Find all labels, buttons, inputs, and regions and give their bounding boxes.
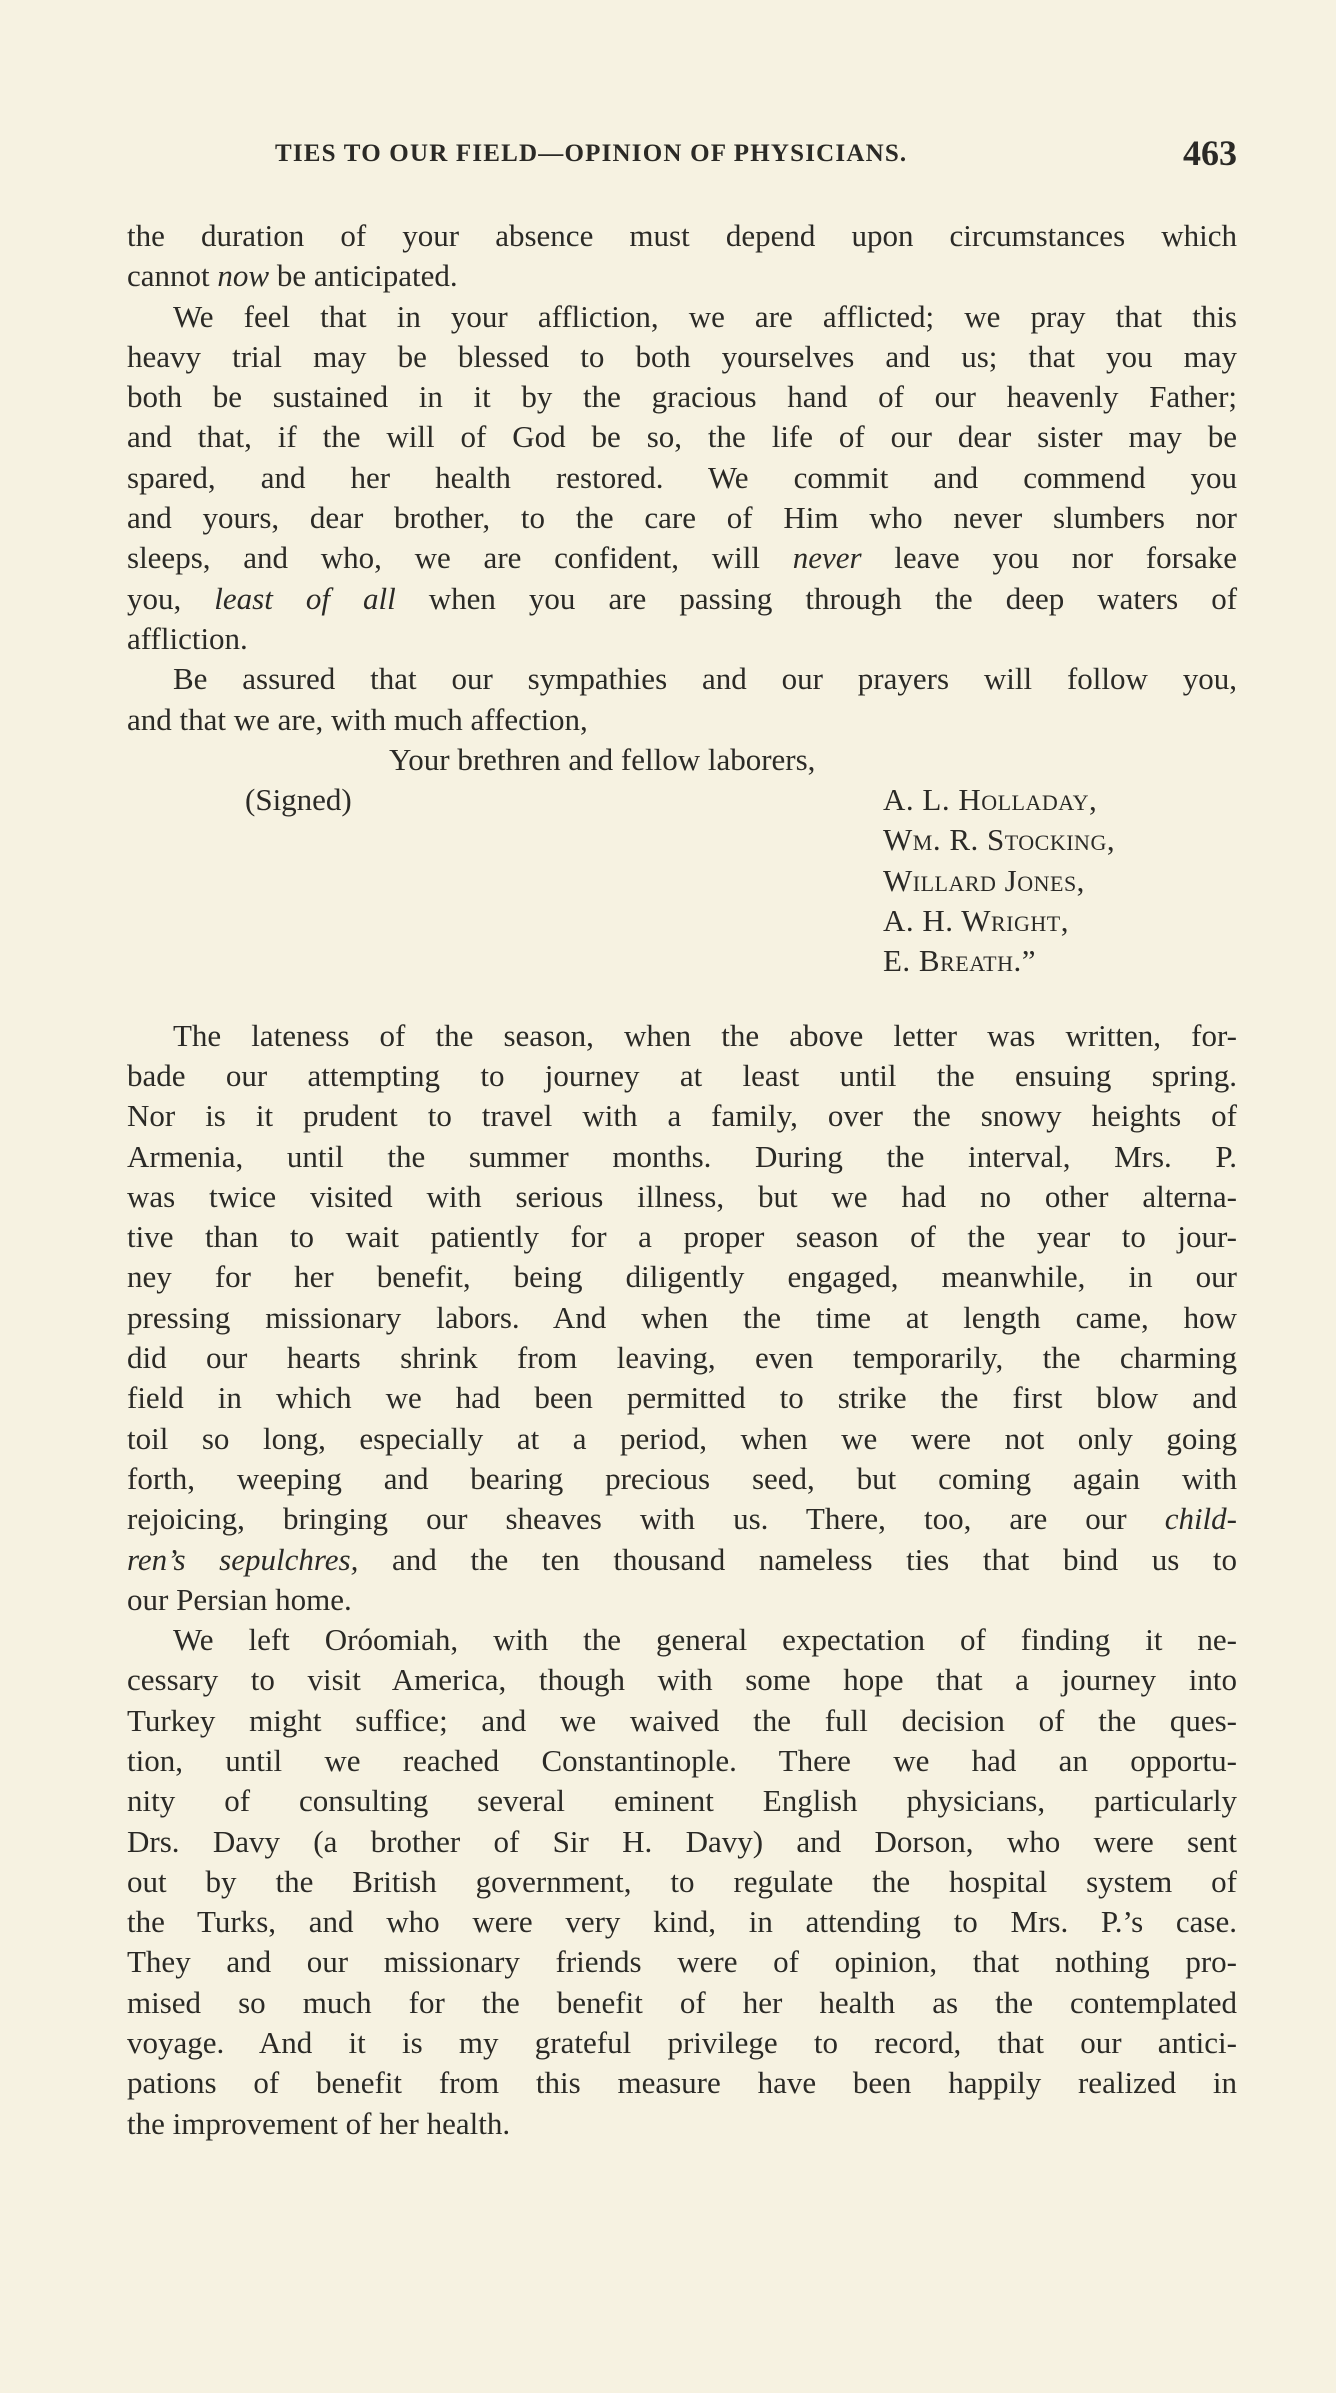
text-line <box>127 1056 1237 1096</box>
text-line <box>127 377 1237 417</box>
text-segment: Drs. Davy (a brother of Sir H. Davy) and Dorson, who were sent <box>127 1823 1237 1859</box>
text-line <box>127 619 1237 659</box>
text-segment: ney for her benefit, being diligently engaged, meanwhile, in our <box>127 1259 1237 1295</box>
text-line <box>127 2063 1237 2103</box>
text-segment: nity of consulting several eminent English physicians, particularly <box>127 1783 1237 1819</box>
text-line <box>127 1942 1237 1982</box>
text-segment: and that we are, with much affection, <box>127 701 588 737</box>
paragraph <box>127 1620 1237 2144</box>
text-line <box>127 1902 1237 1942</box>
text-line <box>127 297 1237 337</box>
letter-closing: Your brethren and fellow laborers, <box>389 741 816 777</box>
text-line <box>127 700 1237 740</box>
page-body <box>127 216 1237 2144</box>
text-segment: bade our attempting to journey at least until the ensuing spring. <box>127 1057 1237 1093</box>
text-line <box>127 1338 1237 1378</box>
narrative-text <box>127 1016 1237 2144</box>
paragraph <box>127 659 1237 740</box>
text-segment: toil so long, especially at a period, when we were not only going <box>127 1420 1237 1456</box>
signature-row <box>127 780 1237 820</box>
signature-row <box>127 901 1237 941</box>
page-number: 463 <box>1183 133 1237 173</box>
text-line <box>127 216 1237 256</box>
text-line <box>127 1620 1237 1660</box>
text-line <box>127 1016 1237 1056</box>
text-line <box>127 1862 1237 1902</box>
text-line <box>127 1177 1237 1217</box>
text-line <box>127 2023 1237 2063</box>
text-segment: Armenia, until the summer months. During the interval, Mrs. P. <box>127 1138 1237 1174</box>
running-header <box>275 134 1237 178</box>
text-line <box>127 2104 1237 2144</box>
text-segment: tive than to wait patiently for a proper season of the year to jour- <box>127 1219 1237 1255</box>
text-line <box>127 1459 1237 1499</box>
italic-text: child- <box>1164 1501 1237 1537</box>
text-line <box>127 337 1237 377</box>
text-line <box>127 1257 1237 1297</box>
paragraph <box>127 297 1237 660</box>
signature-row <box>127 820 1237 860</box>
italic-text: never <box>792 540 862 576</box>
signatory-name: Wm. R. Stocking, <box>883 822 1116 858</box>
text-line <box>127 1217 1237 1257</box>
text-line <box>127 1419 1237 1459</box>
signed-label: (Signed) <box>245 782 352 818</box>
text-segment: Turkey might suffice; and we waived the full decision of the ques- <box>127 1702 1237 1738</box>
text-line <box>127 659 1237 699</box>
text-segment: mised so much for the benefit of her health as the contemplated <box>127 1984 1237 2020</box>
text-segment: affliction. <box>127 620 248 656</box>
text-segment: the Turks, and who were very kind, in attending to Mrs. P.’s case. <box>127 1904 1237 1940</box>
text-segment: voyage. And it is my grateful privilege to record, that our antici- <box>127 2025 1237 2061</box>
text-line <box>127 1741 1237 1781</box>
text-segment: our Persian home. <box>127 1581 352 1617</box>
section-gap <box>127 982 1237 1016</box>
text-line <box>127 1822 1237 1862</box>
text-segment: be anticipated. <box>269 258 458 294</box>
italic-text: least of all <box>214 580 396 616</box>
text-segment: forth, weeping and bearing precious seed, but coming again with <box>127 1460 1237 1496</box>
text-segment: heavy trial may be blessed to both yourselves and us; that you may <box>127 338 1237 374</box>
text-line <box>127 458 1237 498</box>
text-segment: Be assured that our sympathies and our prayers will follow you, <box>173 661 1237 697</box>
signature-row <box>127 861 1237 901</box>
signatory-name: E. Breath.” <box>883 943 1037 979</box>
text-line <box>127 417 1237 457</box>
text-segment: pressing missionary labors. And when the time at length came, how <box>127 1299 1237 1335</box>
text-segment: We feel that in your affliction, we are afflicted; we pray that this <box>173 298 1237 334</box>
text-segment: cessary to visit America, though with some hope that a journey into <box>127 1662 1237 1698</box>
running-title: TIES TO OUR FIELD—OPINION OF PHYSICIANS. <box>275 140 908 167</box>
text-segment: both be sustained in it by the gracious hand of our heavenly Father; <box>127 379 1237 415</box>
letter-text <box>127 216 1237 740</box>
text-segment: did our hearts shrink from leaving, even temporarily, the charming <box>127 1340 1237 1376</box>
text-line <box>127 1660 1237 1700</box>
text-segment: sleeps, and who, we are confident, will <box>127 540 793 576</box>
text-segment: the improvement of her health. <box>127 2105 511 2141</box>
text-line <box>127 1499 1237 1539</box>
text-line <box>127 1137 1237 1177</box>
text-line <box>127 1983 1237 2023</box>
text-segment: and yours, dear brother, to the care of Him who never slumbers nor <box>127 500 1237 536</box>
text-line <box>127 1781 1237 1821</box>
paragraph <box>127 1016 1237 1620</box>
signatory-name: A. L. Holladay, <box>883 782 1098 818</box>
text-segment: leave you nor forsake <box>861 540 1237 576</box>
text-line <box>127 1096 1237 1136</box>
text-segment: We left Oróomiah, with the general expectation of finding it ne- <box>173 1622 1237 1658</box>
text-line <box>127 1540 1237 1580</box>
text-line <box>127 1701 1237 1741</box>
text-segment: and that, if the will of God be so, the life of our dear sister may be <box>127 419 1237 455</box>
text-segment: cannot <box>127 258 218 294</box>
text-segment: was twice visited with serious illness, but we had no other alterna- <box>127 1178 1237 1214</box>
text-segment: The lateness of the season, when the above letter was written, for- <box>173 1017 1237 1053</box>
text-segment: tion, until we reached Constantinople. There we had an opportu- <box>127 1742 1237 1778</box>
text-segment: pations of benefit from this measure have been happily realized in <box>127 2065 1237 2101</box>
text-line <box>127 538 1237 578</box>
text-segment: out by the British government, to regulate the hospital system of <box>127 1863 1237 1899</box>
text-segment: the duration of your absence must depend upon circumstances which <box>127 218 1237 253</box>
paragraph <box>127 216 1237 297</box>
text-segment: rejoicing, bringing our sheaves with us. There, too, are our <box>127 1501 1165 1537</box>
text-line <box>127 498 1237 538</box>
signature-row <box>127 941 1237 981</box>
text-line <box>127 1298 1237 1338</box>
text-line <box>127 1378 1237 1418</box>
italic-text: now <box>217 258 270 294</box>
italic-text: ren’s sepulchres, <box>127 1541 359 1577</box>
text-segment: when you are passing through the deep waters of <box>395 580 1238 616</box>
signatory-name: A. H. Wright, <box>883 903 1069 939</box>
text-segment: They and our missionary friends were of opinion, that nothing pro- <box>127 1944 1237 1980</box>
text-line <box>127 256 1237 296</box>
text-segment: and the ten thousand nameless ties that bind us to <box>358 1541 1237 1577</box>
text-segment: spared, and her health restored. We commit and commend you <box>127 459 1237 495</box>
signature-block <box>127 780 1237 981</box>
text-line <box>127 1580 1237 1620</box>
text-line <box>127 579 1237 619</box>
text-segment: you, <box>127 580 215 616</box>
signatory-name: Willard Jones, <box>883 862 1085 898</box>
text-segment: Nor is it prudent to travel with a family, over the snowy heights of <box>127 1098 1237 1134</box>
text-segment: field in which we had been permitted to strike the first blow and <box>127 1380 1237 1416</box>
